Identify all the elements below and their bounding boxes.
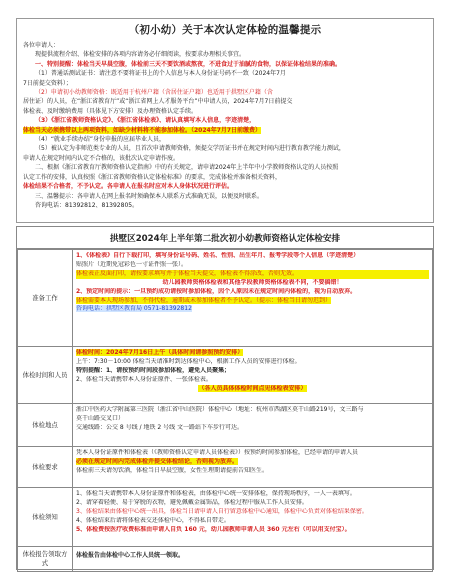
row-line: 幼儿园教师资格体检表和其他学段教师资格体检表不同，不要搞错！ [162, 278, 343, 286]
notice-line: （1）普通话测试证书：请注意不要将证书上的个人信息与本人身份证号码不一致（2024年7月 [35, 70, 286, 78]
row-line: 2、体检当天请携带本人身份证原件、一张体检表。 [76, 375, 212, 383]
row-content [73, 250, 433, 347]
row-line: 体检时间：2024年7月16日上午（具体时间请参照预约安排） [76, 349, 244, 356]
table-row [18, 347, 433, 404]
row-label: 体检须知 [18, 488, 73, 547]
notice-line: （4）“就业手续办结”身份申报的应届毕业人员， [35, 136, 166, 144]
notice-line: 二、根据《浙江省教育厅教师资格认定指南》中的有关规定，请申请2024年上半年中小学教师资格认定的人员按照 [35, 164, 339, 172]
schedule-title: 拱墅区2024年上半年第二批次初小幼教师资格认定体检安排 [17, 227, 433, 249]
row-label: 准备工作 [18, 250, 73, 347]
notice-line: 7日前提交资料）； [23, 79, 72, 87]
table-row [18, 404, 433, 447]
notice-line: （3）《浙江省教师资格认定》、《浙江省体检表》、请认真填写本人信息，字迹清楚， [35, 117, 256, 125]
row-line: 3、体检结果由体检中心统一出具，体检当日请申请人自行留意体检中心通知，体检中心负责对体检结果保密。 [76, 507, 368, 515]
row-line: 1、体检当天请携带本人身份证原件和体检表，由体检中心统一安排体检，保持现场秩序，一人一表填写。 [76, 490, 356, 497]
row-content [73, 547, 433, 572]
schedule-table [17, 249, 433, 572]
row-line: 2、预定时间的提示：一旦预约成功请按时参加体检，因个人原因未在规定时间内体检的，视为自动放弃。 [76, 287, 357, 295]
notice-line: 认定工作的安排，认真按照《浙江省教师资格认定体检标准》的要求，完成体检并准备相关资料， [23, 173, 282, 181]
row-line: 必须在规定时间内完成体检并提交体检结论，否则视为放弃。 [76, 457, 239, 465]
row-line: 上午：7:30－10:00 体检当天请准时到达体检中心，根据工作人员的安排进行体检。 [76, 357, 301, 365]
row-line: 浙江中医药大学附属第三医院（浙江省中山医院）体检中心（地址：杭州市西湖区莫干山路219号，文三路与 [76, 406, 364, 413]
row-line: 2、请穿着轻便、易于穿脱的衣物，避免佩戴金属饰品，体检过程中服从工作人员安排。 [76, 498, 308, 506]
greeting: 各位申请人： [23, 42, 60, 49]
table-row [18, 250, 433, 347]
row-label: 体检时间和人员 [18, 347, 73, 404]
row-line: 1、《体检表》自行下载打印，填写身份证号码、姓名、性别、出生年月、报考学段等个人信息（字迹清楚） [76, 252, 360, 259]
row-line: 体检需要本人现场参加，不得代检，逾期或未参加体检者不予认定。（提示：体检当日请勿迟到） [76, 296, 332, 304]
row-line: 咨询电话：拱墅区教育局 0571-81392812 [76, 305, 192, 313]
notice-box [16, 18, 434, 223]
row-label: 体检要求 [18, 447, 73, 488]
table-row [18, 547, 433, 572]
row-label: 体检地点 [18, 404, 73, 447]
notice-line: 一、特别提醒：体检当天早晨空腹，体检前三天不要饮酒或熬夜，不进食过于油腻的食物，以保证体检结果的准确。 [35, 60, 342, 68]
row-line: 体检表正反面打印，请按要求填写并于体检当天提交，体检表不得涂改，否则无效。 [76, 270, 429, 279]
notice-line: 体检表、及时缴纳费用（具体见下方安排）及办理资格认定手续。 [23, 107, 198, 115]
row-line: 5、体检费按医疗收费标准由申请人自负 160 元，幼儿园教师申请人员 360 元左右（可以用支付宝）。 [76, 525, 351, 533]
row-content [73, 447, 433, 488]
schedule-box [16, 226, 434, 570]
notice-line: 体检当天必须携带以上两项资料，如缺少材料将不能参加体检。（2024年7月7日前缴费） [23, 126, 262, 134]
notice-line: （2）申请初小幼教师资格：既适用于杭州户籍（含居住证户籍）也适用于拱墅区户籍（含 [35, 89, 273, 97]
table-row [18, 488, 433, 547]
notice-title: （初小幼）关于本次认定体检的温馨提示 [128, 24, 322, 36]
notice-line: 申请人在规定时间内认定不合格的，该批次认定申请作废。 [23, 154, 180, 162]
row-line: 体检报告由体检中心工作人员统一领取。 [76, 552, 185, 559]
row-content [73, 488, 433, 547]
row-line: 交通线路：公交 8 号线 / 地铁 2 号线 文一路站下车步行可达。 [76, 423, 244, 431]
row-content [73, 404, 433, 447]
notice-line: 三、温馨提示：各申请人在网上报名时须确保本人联系方式准确无误，以便及时联系。 [35, 192, 264, 200]
notice-line: 体检结果不合格者，不予认定。各申请人在报名时应对本人身体状况进行评估。 [23, 183, 234, 191]
row-content [73, 347, 433, 404]
row-line: 4、体检结束后请将体检表交还体检中心，不得私自带走。 [76, 516, 230, 524]
row-line: 体检前三天请勿饮酒，体检当日早晨空腹，女性生理期请提前告知医生。 [76, 466, 269, 474]
notice-line: 咨询电话：81392812、81392805。 [35, 201, 139, 209]
row-line: 贴照片（近期免冠彩色一寸证件照一张）。 [76, 260, 188, 268]
row-line: （各人员具体体检时间点见体检表安排） [198, 384, 307, 392]
notice-line: 居住证）的人员，在“浙江省教育厅”或“浙江省网上人才服务平台”中申请人员，2024年7月7日前提交 [23, 98, 293, 106]
notice-line: 现提供流程介绍、体检安排的各项内容请务必仔细阅读，按要求办理相关事宜。 [35, 51, 246, 59]
notice-line: （5）被认定为非师范类专业的人员，且首次申请教师资格，须提交学历证书并在规定时间内进行教育教学能力测试， [35, 145, 345, 153]
row-label: 体检报告领取方式 [18, 547, 73, 572]
row-line: 特别提醒：1、请按预约时间段参加体检，避免人员聚集； [76, 366, 231, 374]
row-line: 莫干山路交叉口） [76, 414, 125, 422]
table-row [18, 447, 433, 488]
row-line: 凭本人身份证原件和体检表（《教师资格认定申请人员体检表》）按预约时间参加体检，已经申请的申请人员 [76, 449, 359, 456]
